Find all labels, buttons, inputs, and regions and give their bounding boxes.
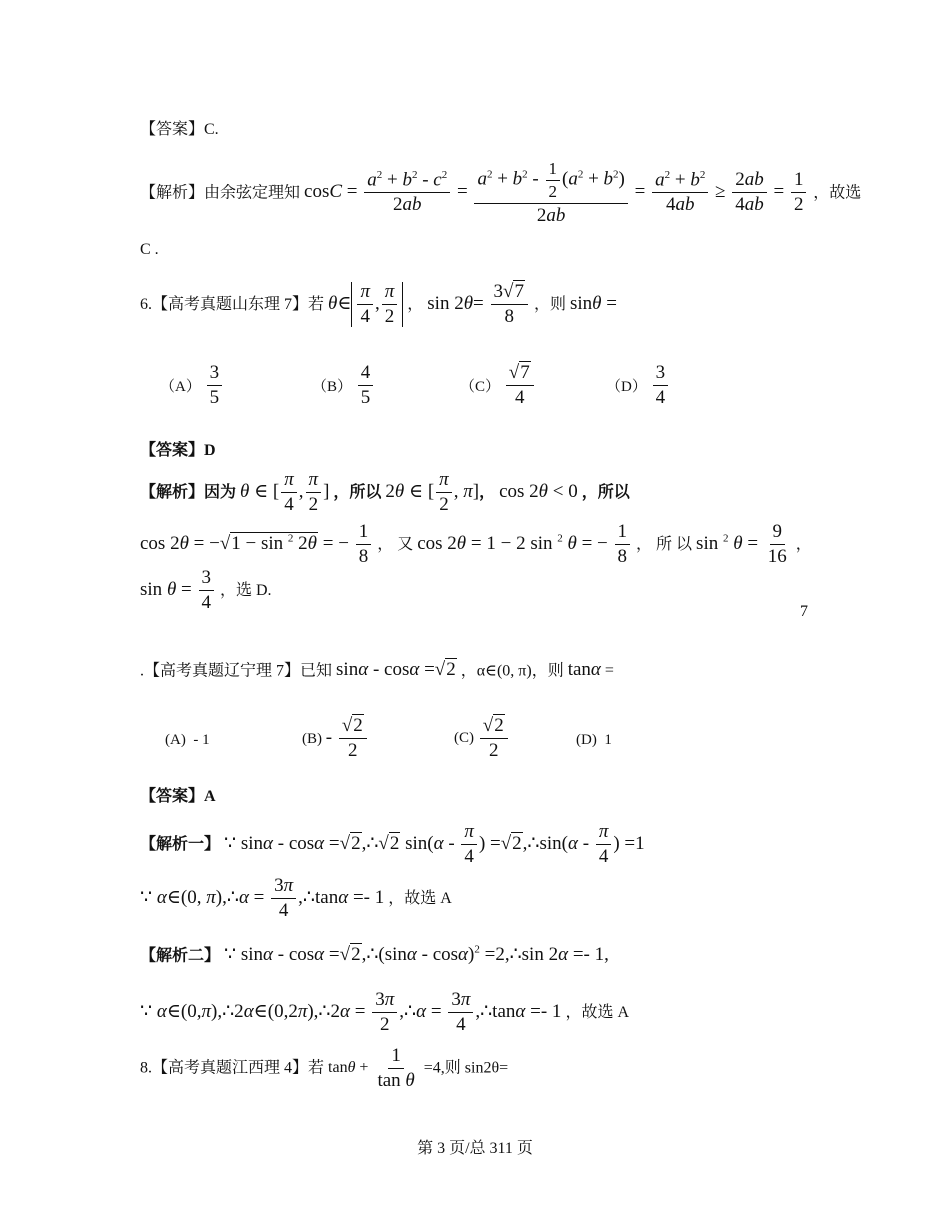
q7-number: 7 bbox=[800, 603, 808, 620]
q7-option-d: (D) 1 bbox=[576, 732, 612, 748]
q5-analysis-cont: C . bbox=[140, 241, 159, 258]
q7-question: .【高考真题辽宁理 7】已知 sinα - cosα =√2 ，α∈(0, π)，则 tanα = bbox=[140, 659, 614, 680]
q7-answer: 【答案】A bbox=[140, 788, 216, 805]
q6-mid: ， bbox=[407, 296, 424, 314]
page-footer: 第 3 页/总 311 页 bbox=[417, 1140, 533, 1157]
q7-option-a: (A) - 1 bbox=[165, 732, 210, 748]
q6-prefix: 6.【高考真题山东理 7】若 bbox=[140, 296, 325, 314]
q5-analysis-end: ，故选 bbox=[813, 184, 862, 202]
q6-question: 6.【高考真题山东理 7】若 θ∈ $\frac{\pi}{4}$ , $\frac{\pi}{2}$ ， sin 2θ= $\frac{3√7}{8}$ ，则 sinθ = bbox=[140, 281, 617, 327]
q8-question: 8.【高考真题江西理 4】若 tanθ + $\frac{1}{\text{tan θ}}$ =4,则 sin2θ= bbox=[140, 1045, 509, 1091]
q5-formula: cosC = $\frac{a^2 + b^2 - c^2}{2ab}$ = $a^2 + b^2$ - $\frac{1}{2}$ $(a^2 + b^2)$ 2ab = $\frac{a^2 + b^2}{4ab}$ ≥ $\frac{2ab}{4ab}$ = $\frac{1}{2}$ bbox=[304, 181, 813, 202]
q7-analysis2: 【解析二】 ∵ sinα - cosα =√2,∴(sinα - cosα)$^2$ =2,∴sin 2α =- 1, bbox=[140, 944, 609, 966]
q6-option-a: （A） $\frac{3}{5}$ bbox=[160, 363, 224, 408]
q6-analysis-line1: 【解析】因为 θ ∈ [ $\frac{\pi}{4}$ , $\frac{\pi}{2}$ ] ，所以 2θ ∈ [ $\frac{\pi}{2}$ , π]， cos 2θ < 0 ，所以 bbox=[140, 469, 630, 515]
q7-analysis2-cont: ∵ α∈(0,π),∴2α∈(0,2π),∴2α = $\frac{3\pi}{2}$ ,∴α = $\frac{3\pi}{4}$ ,∴tanα =- 1 ，故选 A bbox=[140, 989, 629, 1035]
q7-option-b: (B) - $\frac{√2}{2}$ bbox=[302, 716, 369, 761]
q5-analysis bbox=[140, 160, 861, 226]
q6-option-d: （D） $\frac{3}{4}$ bbox=[606, 363, 670, 408]
q7-analysis1: 【解析一】 ∵ sinα - cosα =√2,∴√2 sin(α - $\frac{\pi}{4}$ ) =√2,∴sin(α - $\frac{\pi}{4}$ ) =1 bbox=[140, 821, 645, 867]
q7-analysis1-cont: ∵ α∈(0, π),∴α = $\frac{3\pi}{4}$ ,∴tanα =- 1 ，故选 A bbox=[140, 875, 452, 921]
q6-answer: 【答案】D bbox=[140, 442, 216, 459]
q6-analysis-line2: cos 2θ = −√1 − sin $^2$ 2θ = − $\frac{1}{8}$ ， 又 cos 2θ = 1 − 2 sin $^2$ θ = − $\frac{1}{8}$ ， 所 以 sin $^2$ θ = $\frac{9}{16}$ ， bbox=[140, 521, 812, 567]
q6-tail: ，则 bbox=[533, 296, 566, 314]
q6-analysis-line3: sin θ = $\frac{3}{4}$ ，选 D. bbox=[140, 567, 272, 613]
q5-answer: 【答案】C. bbox=[140, 121, 219, 138]
q6-option-c: （C） $\frac{√7}{4}$ bbox=[460, 363, 536, 408]
q7-option-c: (C) $\frac{√2}{2}$ bbox=[454, 716, 510, 761]
q5-analysis-label: 【解析】由余弦定理知 bbox=[140, 184, 301, 202]
q6-option-b: （B） $\frac{4}{5}$ bbox=[312, 363, 375, 408]
